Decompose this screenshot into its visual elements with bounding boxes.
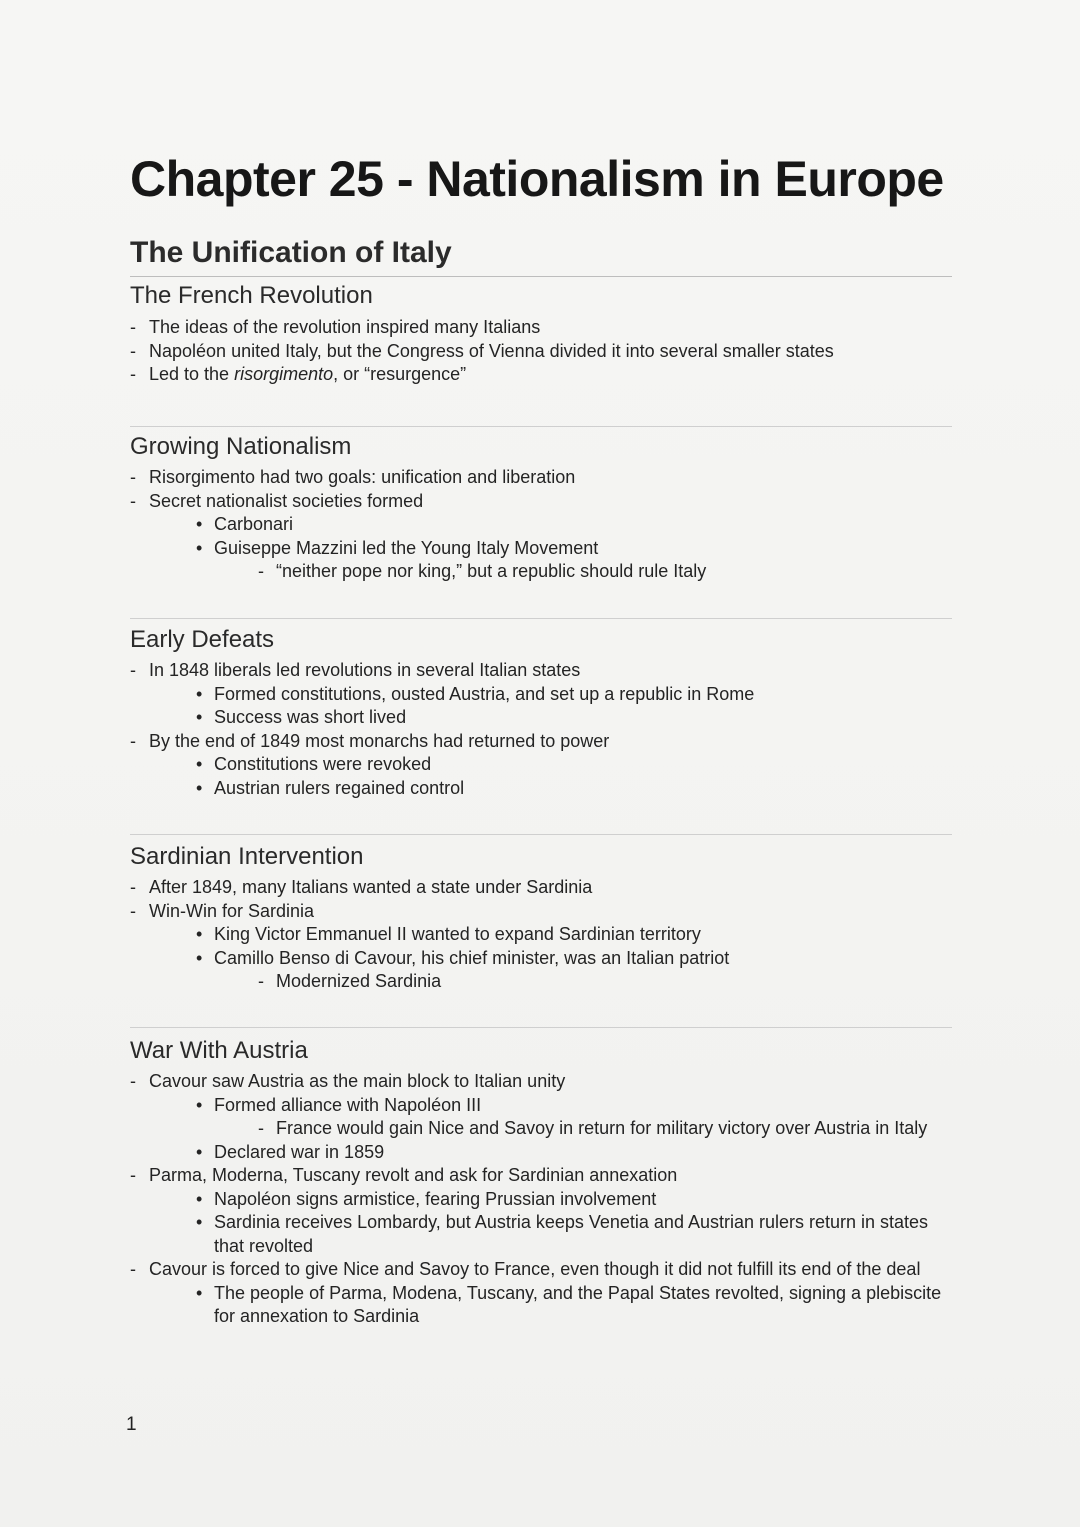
list-item: - Cavour is forced to give Nice and Savoy to France, even though it did not fulfill its end of the deal xyxy=(130,1259,921,1279)
italic-term: risorgimento xyxy=(234,364,334,384)
list-item: • Austrian rulers regained control xyxy=(196,777,465,798)
italic-rich-text: Led to the risorgimento, or “resurgence” xyxy=(149,364,467,384)
list-item: • Constitutions were revoked xyxy=(196,754,432,774)
bullet-list xyxy=(130,1070,952,1329)
section-french-revolution xyxy=(130,282,952,387)
unit-subtitle: The Unification of Italy xyxy=(130,236,452,269)
list-item: - Win-Win for Sardinia xyxy=(130,900,315,921)
bullet-list xyxy=(130,876,952,994)
bullet-list xyxy=(130,659,952,800)
chapter-title: Chapter 25 - Nationalism in Europe xyxy=(130,151,944,207)
list-item: - France would gain Nice and Savoy in return for military victory over Austria in Italy xyxy=(258,1118,928,1138)
list-item: - Led to the risorgimento, or “resurgence” xyxy=(130,364,467,384)
list-item: • The people of Parma, Modena, Tuscany, and the Papal States revolted, signing a plebiscite for annexation to Sardinia xyxy=(196,1282,942,1326)
section-heading: Sardinian Intervention xyxy=(130,843,364,870)
section-heading: Growing Nationalism xyxy=(130,433,352,460)
section-heading: The French Revolution xyxy=(130,282,373,309)
list-item: • Formed constitutions, ousted Austria, and set up a republic in Rome xyxy=(196,683,755,704)
list-item: • Guiseppe Mazzini led the Young Italy Movement xyxy=(196,537,599,558)
list-item: - Modernized Sardinia xyxy=(258,971,442,991)
list-item: - Cavour saw Austria as the main block to Italian unity xyxy=(130,1071,566,1091)
list-item: • Sardinia receives Lombardy, but Austria keeps Venetia and Austrian rulers return in states that revolted xyxy=(196,1212,929,1256)
bullet-list xyxy=(130,466,952,584)
section-divider xyxy=(130,426,952,427)
bullet-list xyxy=(130,316,952,387)
list-item: - In 1848 liberals led revolutions in several Italian states xyxy=(130,660,581,680)
section-sardinian-intervention xyxy=(130,843,952,994)
section-heading: War With Austria xyxy=(130,1037,308,1064)
list-item: - Napoléon united Italy, but the Congress of Vienna divided it into several smaller states xyxy=(130,340,834,361)
list-item: • King Victor Emmanuel II wanted to expand Sardinian territory xyxy=(196,924,701,944)
list-item: • Camillo Benso di Cavour, his chief minister, was an Italian patriot xyxy=(196,947,730,968)
page-number: 1 xyxy=(126,1414,137,1435)
list-item: • Napoléon signs armistice, fearing Prussian involvement xyxy=(196,1188,657,1209)
list-item: - Parma, Moderna, Tuscany revolt and ask for Sardinian annexation xyxy=(130,1165,678,1185)
section-growing-nationalism xyxy=(130,433,952,584)
section-early-defeats xyxy=(130,626,952,800)
list-item: • Success was short lived xyxy=(196,707,407,727)
section-divider xyxy=(130,834,952,835)
section-divider xyxy=(130,618,952,619)
list-item: - The ideas of the revolution inspired many Italians xyxy=(130,317,541,337)
section-war-with-austria xyxy=(130,1037,952,1329)
list-item: - After 1849, many Italians wanted a state under Sardinia xyxy=(130,877,593,897)
section-divider xyxy=(130,1027,952,1028)
list-item: • Carbonari xyxy=(196,514,294,534)
list-item: • Formed alliance with Napoléon III xyxy=(196,1094,482,1115)
list-item: • Declared war in 1859 xyxy=(196,1141,385,1162)
list-item: - Risorgimento had two goals: unification and liberation xyxy=(130,467,576,487)
list-item: - “neither pope nor king,” but a republic should rule Italy xyxy=(258,561,707,581)
list-item: - By the end of 1849 most monarchs had returned to power xyxy=(130,730,610,751)
subtitle-divider xyxy=(130,276,952,277)
section-heading: Early Defeats xyxy=(130,626,275,653)
list-item: - Secret nationalist societies formed xyxy=(130,490,424,511)
